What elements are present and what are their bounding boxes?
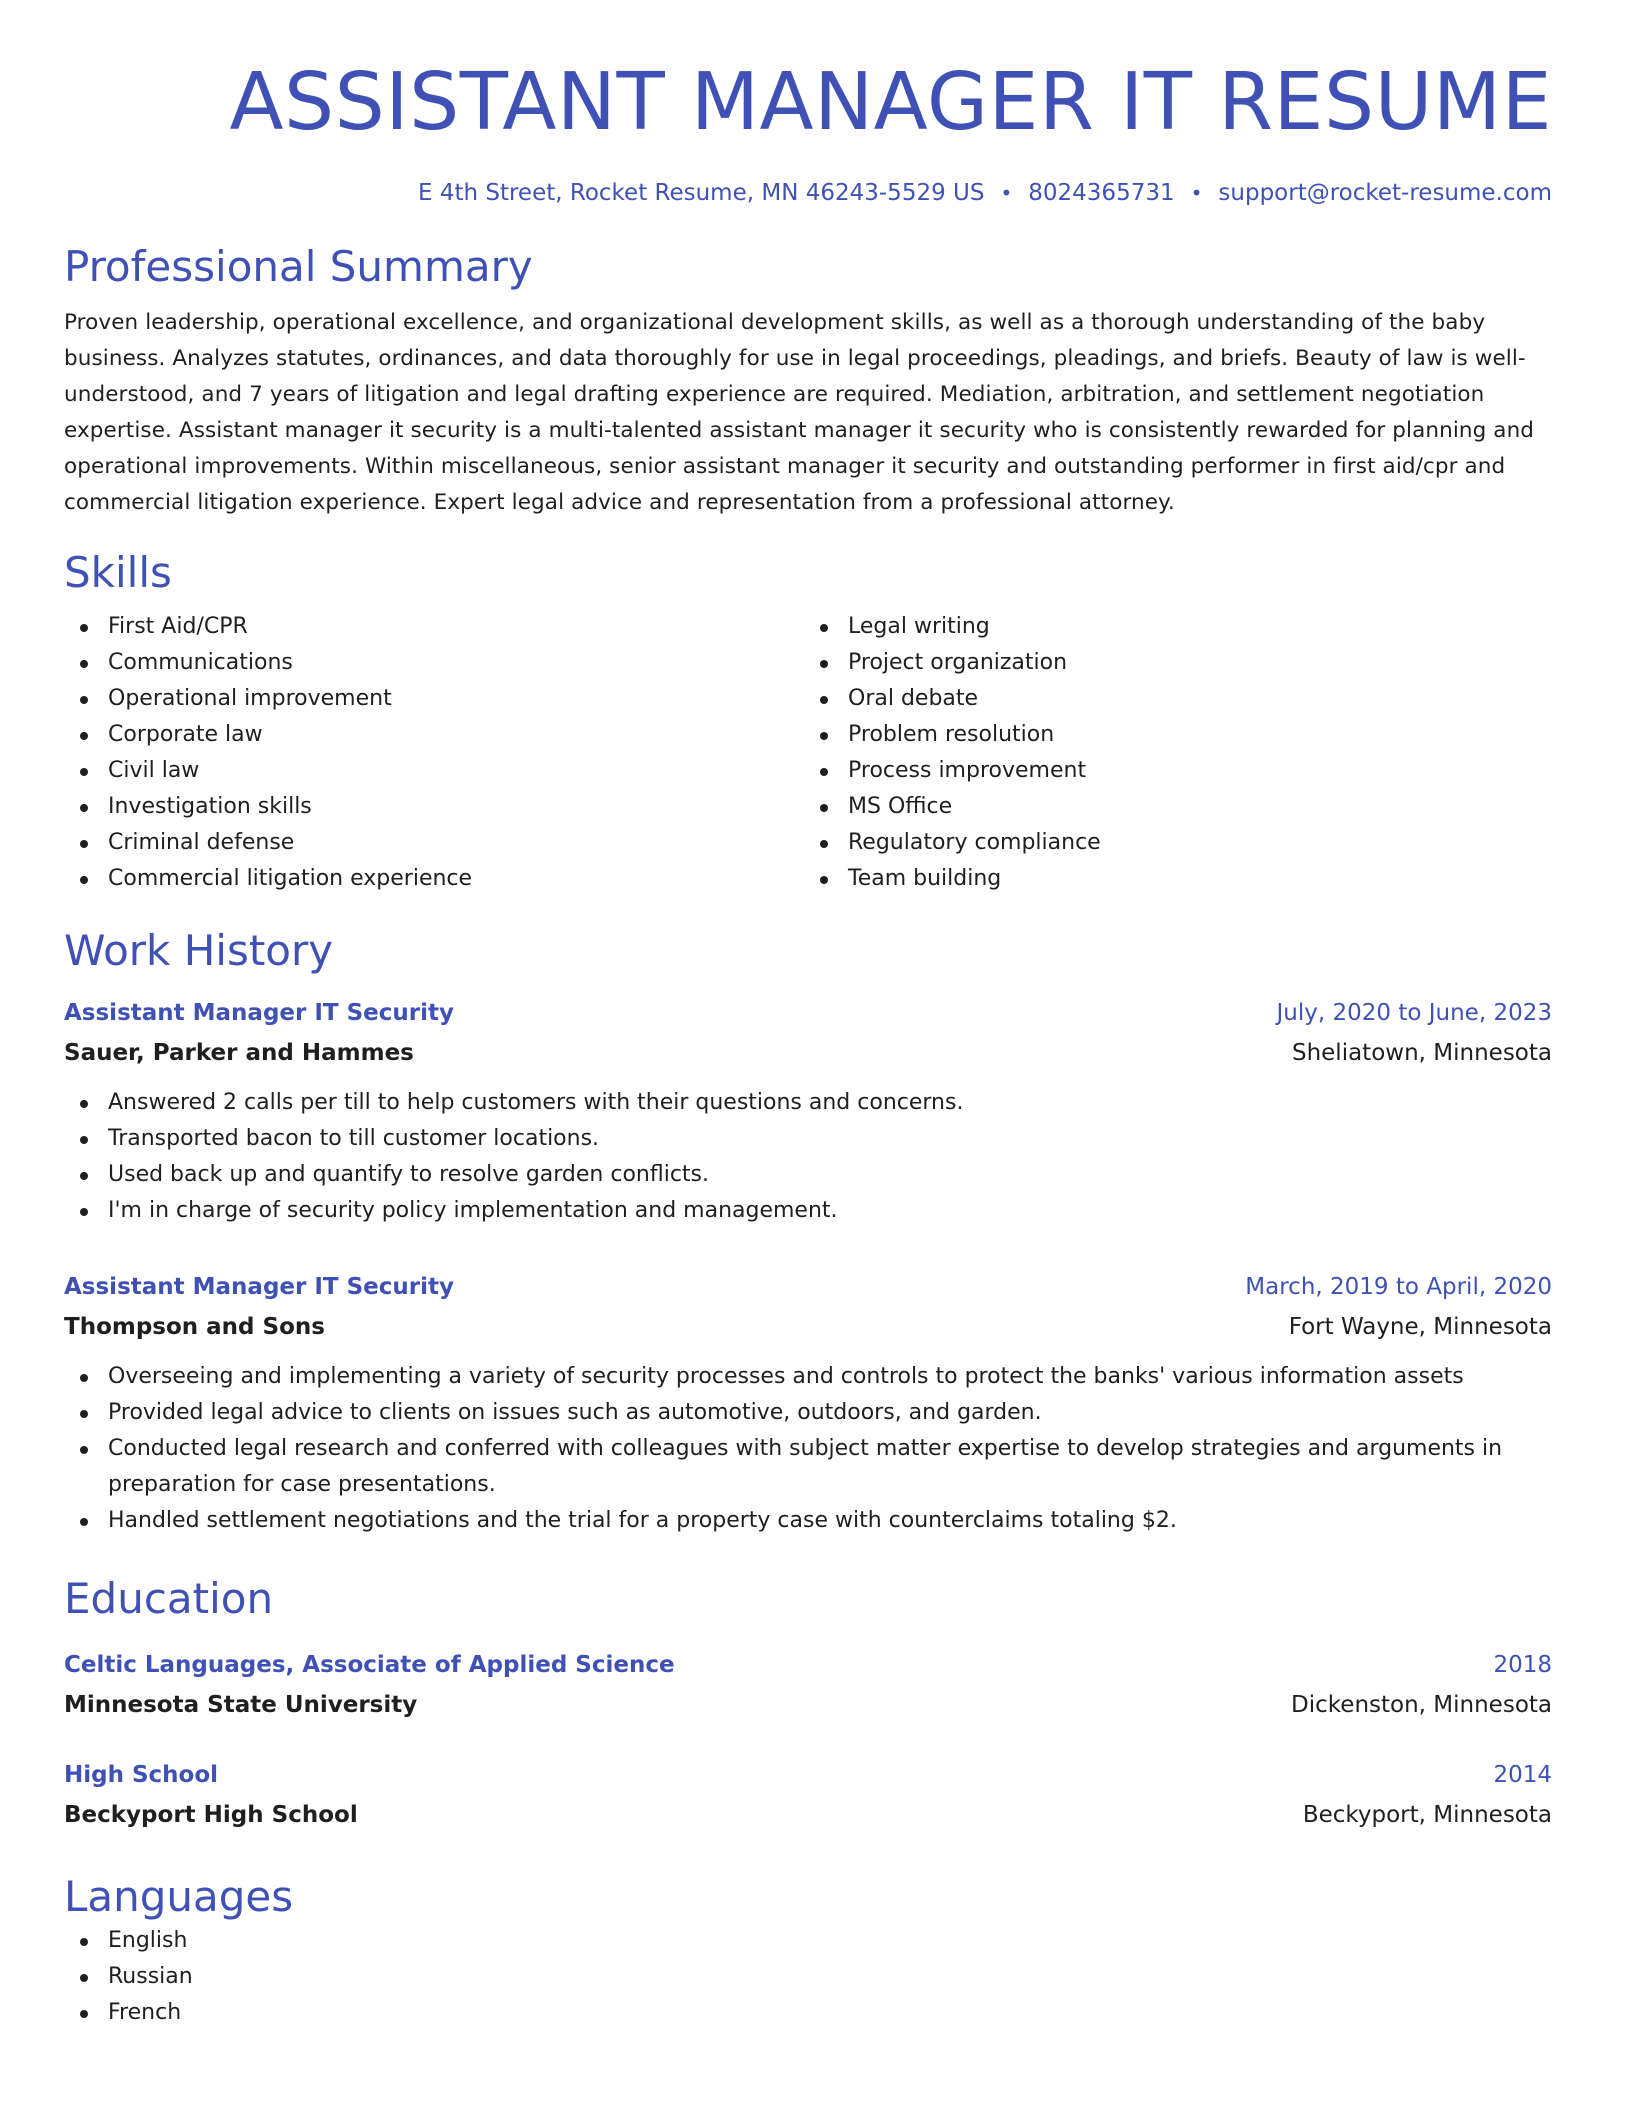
- company-name: Thompson and Sons: [64, 1314, 325, 1340]
- skill-item: Regulatory compliance: [848, 825, 1544, 861]
- resume-name: ASSISTANT MANAGER IT RESUME: [229, 56, 1552, 148]
- job-bullet: Provided legal advice to clients on issues such as automotive, outdoors, and garden.: [108, 1395, 1552, 1431]
- job-dates: March, 2019 to April, 2020: [1245, 1274, 1552, 1300]
- job-location: Fort Wayne, Minnesota: [1288, 1314, 1552, 1340]
- job-title: Assistant Manager IT Security: [64, 1000, 455, 1026]
- job-bullet: Transported bacon to till customer locations.: [108, 1121, 1552, 1157]
- school-name: Beckyport High School: [64, 1802, 358, 1828]
- school-location: Dickenston, Minnesota: [1291, 1692, 1552, 1718]
- school-location: Beckyport, Minnesota: [1302, 1802, 1552, 1828]
- contact-separator: •: [1000, 181, 1013, 205]
- skill-item: Communications: [108, 645, 804, 681]
- contact-line: [64, 177, 1552, 209]
- languages-heading: Languages: [64, 1872, 294, 1921]
- language-item: French: [108, 1995, 1552, 2031]
- skills-column-right: [804, 609, 1544, 897]
- job-bullets: [64, 1085, 1552, 1229]
- skill-item: MS Office: [848, 789, 1544, 825]
- summary-text: Proven leadership, operational excellence, and organizational development skills, as well as a thorough understanding of the baby business. Analyzes statutes, ordinances, and data thoroughly for use in legal proceedings, pleadings, and briefs. Beauty of law is well-understood, and 7 years of litigation and legal drafting experience are required. Mediation, arbitration, and settlement negotiation expertise. Assistant manager it security is a multi-talented assistant manager it security who is consistently rewarded for planning and operational improvements. Within miscellaneous, senior assistant manager it security and outstanding performer in first aid/cpr and commercial litigation experience. Expert legal advice and representation from a professional attorney.: [64, 310, 1535, 515]
- school-name: Minnesota State University: [64, 1692, 418, 1718]
- company-name: Sauer, Parker and Hammes: [64, 1040, 414, 1066]
- skill-item: Team building: [848, 861, 1544, 897]
- phone: 8024365731: [1028, 180, 1175, 206]
- job-bullets: [64, 1359, 1552, 1539]
- language-item: Russian: [108, 1959, 1552, 1995]
- skills-list: [64, 609, 1552, 897]
- skill-item: Civil law: [108, 753, 804, 789]
- skill-item: Process improvement: [848, 753, 1544, 789]
- job-entry: [64, 993, 1552, 1229]
- summary-heading: Professional Summary: [64, 242, 533, 291]
- skill-item: Problem resolution: [848, 717, 1544, 753]
- education-heading: Education: [64, 1574, 274, 1623]
- skill-item: Investigation skills: [108, 789, 804, 825]
- language-item: English: [108, 1923, 1552, 1959]
- job-bullet: Answered 2 calls per till to help customers with their questions and concerns.: [108, 1085, 1552, 1121]
- skill-item: First Aid/CPR: [108, 609, 804, 645]
- education-entry: [64, 1645, 1552, 1725]
- job-bullet: Conducted legal research and conferred with colleagues with subject matter expertise to develop strategies and arguments in preparation for case presentations.: [108, 1431, 1552, 1503]
- job-title: Assistant Manager IT Security: [64, 1274, 455, 1300]
- languages-list: [64, 1923, 1552, 2031]
- graduation-year: 2018: [1493, 1652, 1552, 1678]
- degree: High School: [64, 1762, 219, 1788]
- skills-column-left: [64, 609, 804, 897]
- degree: Celtic Languages, Associate of Applied Science: [64, 1652, 675, 1678]
- job-entry: [64, 1267, 1552, 1539]
- education-entry: [64, 1755, 1552, 1835]
- job-bullet: Used back up and quantify to resolve garden conflicts.: [108, 1157, 1552, 1193]
- job-bullet: Overseeing and implementing a variety of security processes and controls to protect the banks' various information assets: [108, 1359, 1552, 1395]
- skill-item: Legal writing: [848, 609, 1544, 645]
- job-bullet: Handled settlement negotiations and the trial for a property case with counterclaims totaling $2.: [108, 1503, 1552, 1539]
- job-dates: July, 2020 to June, 2023: [1276, 1000, 1552, 1026]
- email-link[interactable]: support@rocket-resume.com: [1218, 180, 1552, 206]
- job-bullet: I'm in charge of security policy implementation and management.: [108, 1193, 1552, 1229]
- skills-heading: Skills: [64, 548, 172, 597]
- skill-item: Commercial litigation experience: [108, 861, 804, 897]
- graduation-year: 2014: [1493, 1762, 1552, 1788]
- address: E 4th Street, Rocket Resume, MN 46243-5529 US: [417, 180, 985, 206]
- contact-separator: •: [1190, 181, 1203, 205]
- skill-item: Operational improvement: [108, 681, 804, 717]
- skill-item: Oral debate: [848, 681, 1544, 717]
- skill-item: Criminal defense: [108, 825, 804, 861]
- skill-item: Project organization: [848, 645, 1544, 681]
- job-location: Sheliatown, Minnesota: [1291, 1040, 1552, 1066]
- work-history-heading: Work History: [64, 926, 334, 975]
- skill-item: Corporate law: [108, 717, 804, 753]
